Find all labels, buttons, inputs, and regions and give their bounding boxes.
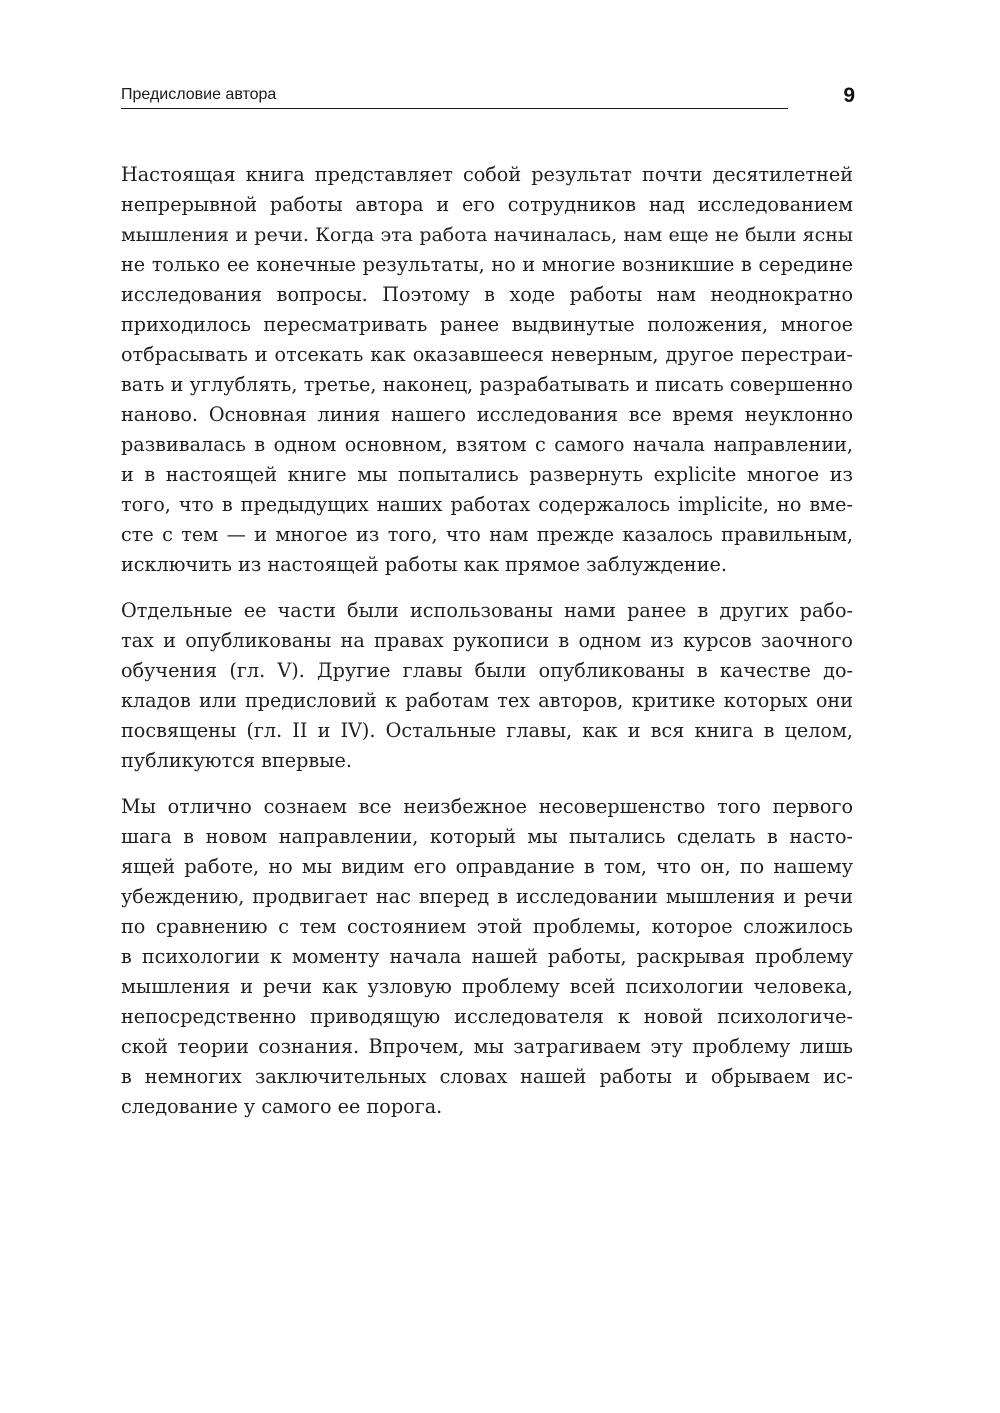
text-line: ской теории сознания. Впрочем, мы затрагиваем эту проблему лишь	[121, 1035, 853, 1058]
text-line: по сравнению с тем состоянием этой проблемы, которое сложилось	[121, 915, 853, 938]
text-line: следование у самого ее порога.	[121, 1095, 443, 1118]
text-line: и в настоящей книге мы попытались развернуть explicite многое из	[121, 463, 853, 486]
text-line: Отдельные ее части были использованы нами ранее в других рабо-	[121, 599, 853, 622]
text-line: Настоящая книга представляет собой результат почти десятилетней	[121, 163, 853, 186]
text-line: тах и опубликованы на правах рукописи в одном из курсов заочного	[121, 629, 853, 652]
text-line: шага в новом направлении, который мы пытались сделать в насто-	[121, 825, 853, 848]
text-line: вать и углублять, третье, наконец, разрабатывать и писать совершенно	[121, 373, 853, 396]
text-line: того, что в предыдущих наших работах содержалось implicite, но вме-	[121, 493, 853, 516]
text-line: мышления и речи как узловую проблему всей психологии человека,	[121, 975, 853, 998]
text-line: не только ее конечные результаты, но и многие возникшие в середине	[121, 253, 853, 276]
text-line: Мы отлично сознаем все неизбежное несовершенство того первого	[121, 795, 853, 818]
text-line: в немногих заключительных словах нашей работы и обрываем ис-	[121, 1065, 853, 1088]
text-line: обучения (гл. V). Другие главы были опубликованы в качестве до-	[121, 659, 853, 682]
text-line: кладов или предисловий к работам тех авторов, критике которых они	[121, 689, 853, 712]
text-line: публикуются впервые.	[121, 749, 352, 772]
text-line: исследования вопросы. Поэтому в ходе работы нам неоднократно	[121, 283, 853, 306]
running-title: Предисловие автора	[121, 86, 277, 103]
text-line: исключить из настоящей работы как прямое заблуждение.	[121, 553, 727, 576]
paragraph-1	[121, 160, 853, 580]
text-line: приходилось пересматривать ранее выдвинутые положения, многое	[121, 313, 853, 336]
text-line: развивалась в одном основном, взятом с самого начала направлении,	[121, 433, 853, 456]
text-line: сте с тем — и многое из того, что нам прежде казалось правильным,	[121, 523, 853, 546]
text-line: непрерывной работы автора и его сотрудников над исследованием	[121, 193, 853, 216]
text-line: посвящены (гл. II и IV). Остальные главы, как и вся книга в целом,	[121, 719, 853, 742]
paragraph-2	[121, 596, 853, 776]
running-head	[121, 84, 788, 109]
text-line: непосредственно приводящую исследователя к новой психологиче-	[121, 1005, 853, 1028]
text-line: убеждению, продвигает нас вперед в исследовании мышления и речи	[121, 885, 853, 908]
page-number: 9	[843, 84, 855, 107]
text-line: ящей работе, но мы видим его оправдание в том, что он, по нашему	[121, 855, 853, 878]
paragraph-3	[121, 792, 853, 1122]
text-line: наново. Основная линия нашего исследования все время неуклонно	[121, 403, 853, 426]
text-line: мышления и речи. Когда эта работа начиналась, нам еще не были ясны	[121, 224, 853, 246]
text-line: в психологии к моменту начала нашей работы, раскрывая проблему	[121, 945, 853, 968]
text-line: отбрасывать и отсекать как оказавшееся неверным, другое перестраи-	[121, 343, 853, 366]
body-text	[121, 160, 853, 1138]
